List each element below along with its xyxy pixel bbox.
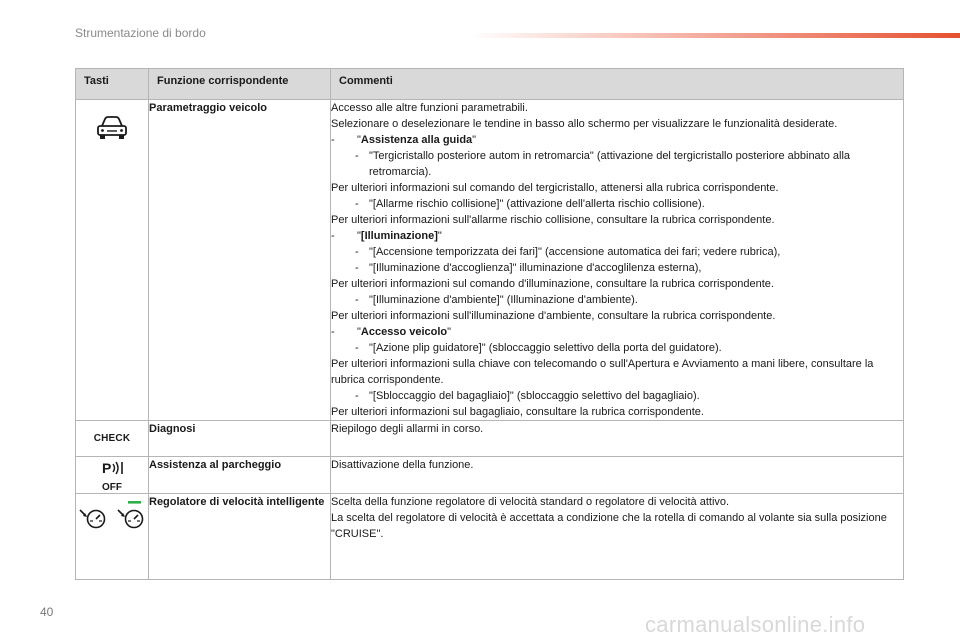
list-item: - "[Azione plip guidatore]" (sbloccaggio selettivo della porta del guidatore). xyxy=(355,342,722,354)
comment-cell: Disattivazione della funzione. xyxy=(331,457,904,494)
key-cell xyxy=(76,494,149,580)
header-commenti: Commenti xyxy=(331,69,904,100)
park-assist-off-icon xyxy=(97,459,127,482)
comment-line: Per ulteriori informazioni sul comando del tergicristallo, attenersi alla rubrica corrispondente. xyxy=(331,182,779,194)
table-header-row xyxy=(76,69,904,100)
function-name: Regolatore di velocità intelligente xyxy=(149,494,331,580)
comment-line: Per ulteriori informazioni sul bagagliaio, consultare la rubrica corrispondente. xyxy=(331,406,704,418)
list-item-text: "[Illuminazione d'accoglienza]" illuminazione d'accoglilenza esterna), xyxy=(369,262,702,274)
off-label: OFF xyxy=(102,482,122,493)
comment-cell xyxy=(331,100,904,421)
list-item-text: "Tergicristallo posteriore autom in retromarcia" (attivazione del tergicristallo posteriore abbinato alla retromarcia). xyxy=(369,150,851,178)
function-name: Diagnosi xyxy=(149,421,331,457)
subheading: Assistenza alla guida xyxy=(360,134,473,146)
comment-line: Per ulteriori informazioni sull'allarme rischio collisione, consultare la rubrica corrispondente. xyxy=(331,214,775,226)
list-item: - "[Accensione temporizzata dei fari]" (accensione automatica dei fari; vedere rubrica), xyxy=(355,246,781,258)
comment-line: La scelta del regolatore di velocità è accettata a condizione che la rotella di comando al volante sia sulla posizione "CRUISE". xyxy=(331,512,887,540)
header-accent-bar xyxy=(470,33,960,38)
list-item: - "[Illuminazione d'ambiente]" (Illuminazione d'ambiente). xyxy=(355,294,638,306)
list-item-text: "[Sbloccaggio del bagagliaio]" (sbloccaggio selettivo del bagagliaio). xyxy=(369,390,700,402)
list-item: - "Accesso veicolo" xyxy=(331,326,452,338)
table-row xyxy=(76,457,904,494)
comment-line: Scelta della funzione regolatore di velocità standard o regolatore di velocità attivo. xyxy=(331,496,730,508)
key-cell xyxy=(76,457,149,494)
comment-line: Selezionare o deselezionare le tendine in basso allo schermo per visualizzare le funzionalità desiderate. xyxy=(331,118,838,130)
car-front-icon xyxy=(95,116,129,145)
check-key-label: CHECK xyxy=(93,433,131,444)
svg-text:P: P xyxy=(102,460,112,476)
subheading: [Illuminazione] xyxy=(360,230,438,242)
function-name: Parametraggio veicolo xyxy=(149,100,331,421)
comment-line: Per ulteriori informazioni sul comando d'illuminazione, consultare la rubrica corrispondente. xyxy=(331,278,774,290)
page-number: 40 xyxy=(40,605,54,619)
list-item: - "[Illuminazione d'accoglienza]" illuminazione d'accoglilenza esterna), xyxy=(355,262,702,274)
key-cell xyxy=(76,100,149,421)
smart-cruise-control-icon xyxy=(114,500,148,535)
header-tasti: Tasti xyxy=(76,69,149,100)
table-row xyxy=(76,494,904,580)
header-funzione: Funzione corrispondente xyxy=(149,69,331,100)
table-row xyxy=(76,100,904,421)
comment-line: Per ulteriori informazioni sull'illuminazione d'ambiente, consultare la rubrica corrispondente. xyxy=(331,310,776,322)
comment-line: Per ulteriori informazioni sulla chiave con telecomando o sull'Apertura e Avviamento a mani libere, consultare la rubrica corrispondente. xyxy=(331,358,874,386)
speed-limiter-icon xyxy=(76,506,110,535)
comment-cell xyxy=(331,494,904,580)
list-item-text: "[Azione plip guidatore]" (sbloccaggio selettivo della porta del guidatore). xyxy=(369,342,722,354)
subheading: Accesso veicolo xyxy=(360,326,448,338)
key-cell xyxy=(76,421,149,457)
list-item: - "Tergicristallo posteriore autom in retromarcia" (attivazione del tergicristallo posteriore abbinato alla retromarcia). xyxy=(355,150,851,178)
list-item: - "[Illuminazione]" xyxy=(331,230,442,242)
list-item-text: "[Accensione temporizzata dei fari]" (accensione automatica dei fari; vedere rubrica), xyxy=(369,246,781,258)
comment-cell: Riepilogo degli allarmi in corso. xyxy=(331,421,904,457)
function-name: Assistenza al parcheggio xyxy=(149,457,331,494)
list-item-text: "[Illuminazione d'ambiente]" (Illuminazione d'ambiente). xyxy=(369,294,638,306)
controls-table xyxy=(75,68,904,580)
comment-line: Accesso alle altre funzioni parametrabili. xyxy=(331,102,528,114)
list-item: - "Assistenza alla guida" xyxy=(331,134,477,146)
list-item-text: "[Allarme rischio collisione]" (attivazione dell'allerta rischio collisione). xyxy=(369,198,705,210)
watermark: carmanualsonline.info xyxy=(645,612,866,637)
section-title: Strumentazione di bordo xyxy=(75,26,206,40)
list-item: - "[Allarme rischio collisione]" (attivazione dell'allerta rischio collisione). xyxy=(355,198,705,210)
list-item: - "[Sbloccaggio del bagagliaio]" (sbloccaggio selettivo del bagagliaio). xyxy=(355,390,700,402)
table-row xyxy=(76,421,904,457)
green-indicator xyxy=(128,501,141,504)
